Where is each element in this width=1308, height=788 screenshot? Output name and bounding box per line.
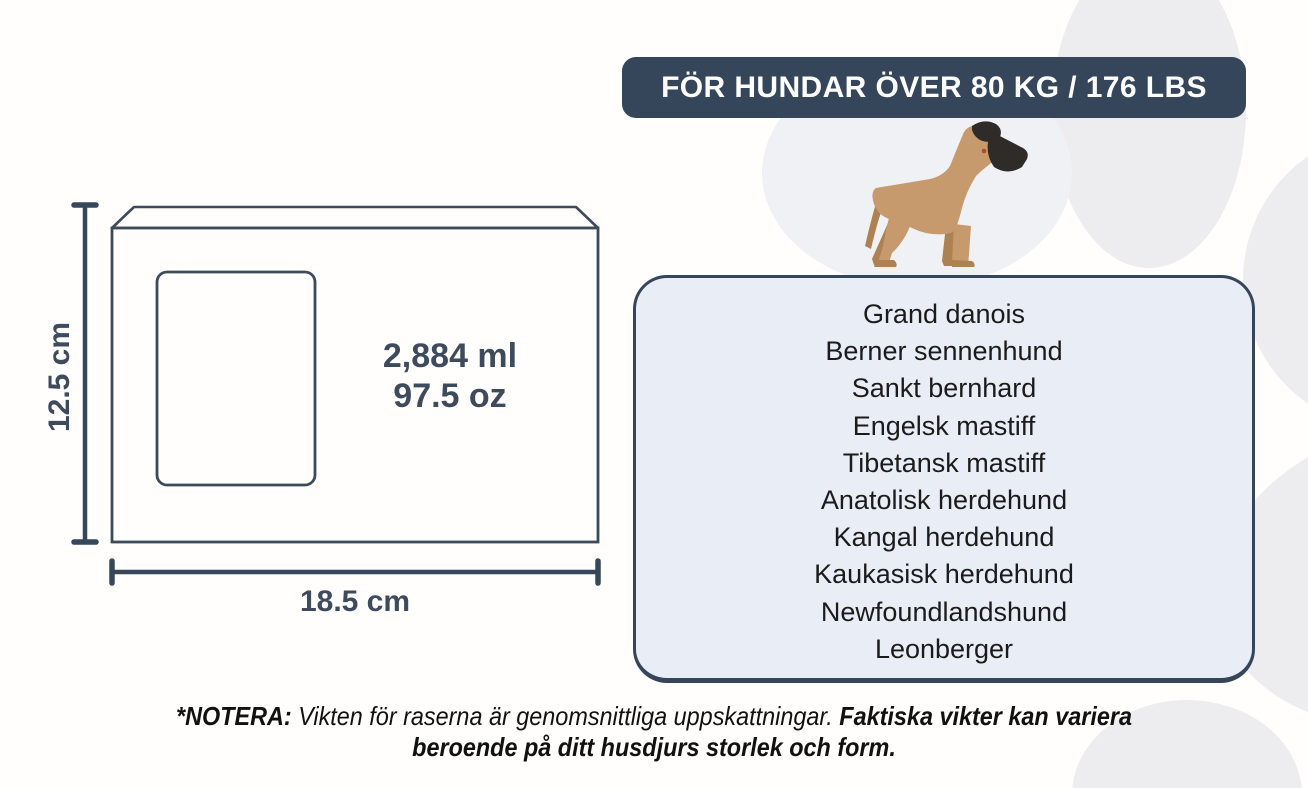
dog-front-paw	[952, 260, 975, 267]
footnote-line-1	[65, 701, 1242, 732]
bowl-volume-ml: 2,884 ml	[382, 337, 518, 375]
footnote-line-2: beroende på ditt husdjurs storlek och form.	[412, 732, 896, 762]
footnote	[0, 701, 1308, 763]
bowl-volume	[335, 336, 565, 416]
weight-category-badge	[622, 57, 1246, 118]
footnote-regular: Vikten för raserna är genomsnittliga uppskattningar.	[291, 701, 840, 731]
breed-item: Anatolisk herdehund	[820, 485, 1068, 516]
dog-muzzle-mask	[988, 132, 1028, 172]
breed-item: Sankt bernhard	[851, 373, 1037, 404]
breed-item: Newfoundlandshund	[820, 596, 1068, 627]
breed-item: Kangal herdehund	[833, 522, 1055, 553]
footnote-prefix: *NOTERA:	[175, 701, 292, 731]
dog-eye	[982, 149, 987, 154]
breed-item: Berner sennenhund	[825, 336, 1063, 367]
dog-rear-paw	[874, 260, 897, 267]
great-dane-illustration	[862, 120, 1032, 270]
bowl-volume-oz: 97.5 oz	[393, 377, 507, 415]
breed-list-panel	[633, 275, 1255, 683]
breed-item: Engelsk mastiff	[852, 410, 1036, 441]
breed-item: Grand danois	[862, 299, 1026, 329]
paw-print-toe-icon	[1052, 0, 1246, 268]
bowl-top-face	[112, 207, 598, 228]
breed-item: Tibetansk mastiff	[842, 447, 1046, 478]
breed-item: Leonberger	[874, 633, 1014, 664]
bowl-width-label: 18.5 cm	[299, 585, 411, 618]
footnote-emphasis: Faktiska vikter kan variera	[839, 701, 1132, 731]
bowl-height-label: 12.5 cm	[43, 321, 76, 433]
breed-item: Kaukasisk herdehund	[814, 559, 1074, 590]
breed-list	[636, 278, 1252, 668]
footnote-text	[65, 701, 1242, 763]
weight-category-label: FÖR HUNDAR ÖVER 80 KG / 176 LBS	[661, 70, 1207, 104]
